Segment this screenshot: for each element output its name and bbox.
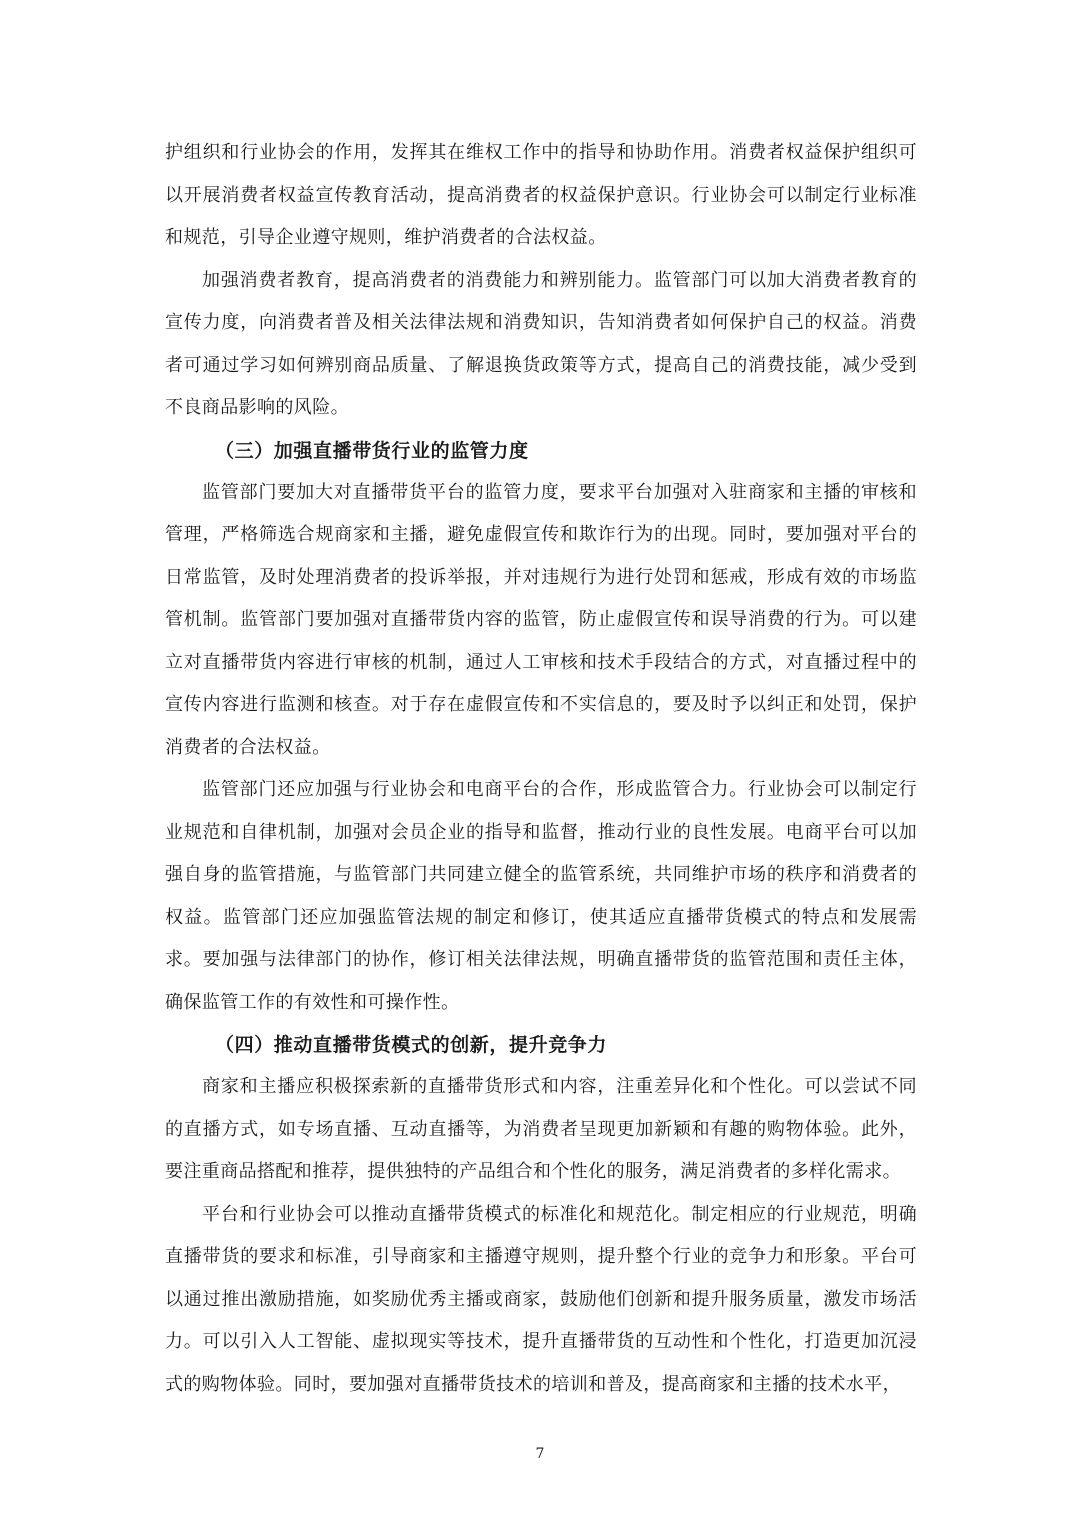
page-body — [165, 132, 917, 1406]
section-heading-3: （三）加强直播带货行业的监管力度 — [215, 439, 529, 462]
paragraph-innovation: 商家和主播应积极探索新的直播带货形式和内容，注重差异化和个性化。可以尝试不同的直播方式，如专场直播、互动直播等，为消费者呈现更加新颖和有趣的购物体验。此外，要注重商品搭配和推荐，提供独特的产品组合和个性化的服务，满足消费者的多样化需求。 — [165, 1076, 917, 1182]
paragraph-consumer-education: 加强消费者教育，提高消费者的消费能力和辨别能力。监管部门可以加大消费者教育的宣传力度，向消费者普及相关法律法规和消费知识，告知消费者如何保护自己的权益。消费者可通过学习如何辨别商品质量、了解退换货政策等方式，提高自己的消费技能，减少受到不良商品影响的风险。 — [165, 269, 917, 418]
paragraph-continuation: 护组织和行业协会的作用，发挥其在维权工作中的指导和协助作用。消费者权益保护组织可以开展消费者权益宣传教育活动，提高消费者的权益保护意识。行业协会可以制定行业标准和规范，引导企业遵守规则，维护消费者的合法权益。 — [165, 142, 917, 248]
paragraph-cooperation: 监管部门还应加强与行业协会和电商平台的合作，形成监管合力。行业协会可以制定行业规范和自律机制，加强对会员企业的指导和监督，推动行业的良性发展。电商平台可以加强自身的监管措施，与监管部门共同建立健全的监管系统，共同维护市场的秩序和消费者的权益。监管部门还应加强监管法规的制定和修订，使其适应直播带货模式的特点和发展需求。要加强与法律部门的协作，修订相关法律法规，明确直播带货的监管范围和责任主体，确保监管工作的有效性和可操作性。 — [165, 779, 917, 1013]
paragraph-platform-supervision: 监管部门要加大对直播带货平台的监管力度，要求平台加强对入驻商家和主播的审核和管理，严格筛选合规商家和主播，避免虚假宣传和欺诈行为的出现。同时，要加强对平台的日常监管，及时处理消费者的投诉举报，并对违规行为进行处罚和惩戒，形成有效的市场监管机制。监管部门要加强对直播带货内容的监管，防止虚假宣传和误导消费的行为。可以建立对直播带货内容进行审核的机制，通过人工审核和技术手段结合的方式，对直播过程中的宣传内容进行监测和核查。对于存在虚假宣传和不实信息的，要及时予以纠正和处罚，保护消费者的合法权益。 — [165, 481, 917, 758]
section-heading-4: （四）推动直播带货模式的创新，提升竞争力 — [215, 1034, 608, 1056]
page-number: 7 — [535, 1446, 545, 1462]
paragraph-standardization: 平台和行业协会可以推动直播带货模式的标准化和规范化。制定相应的行业规范，明确直播带货的要求和标准，引导商家和主播遵守规则，提升整个行业的竞争力和形象。平台可以通过推出激励措施，如奖励优秀主播或商家，鼓励他们创新和提升服务质量，激发市场活力。可以引入人工智能、虚拟现实等技术，提升直播带货的互动性和个性化，打造更加沉浸式的购物体验。同时，要加强对直播带货技术的培训和普及，提高商家和主播的技术水平， — [165, 1203, 917, 1395]
